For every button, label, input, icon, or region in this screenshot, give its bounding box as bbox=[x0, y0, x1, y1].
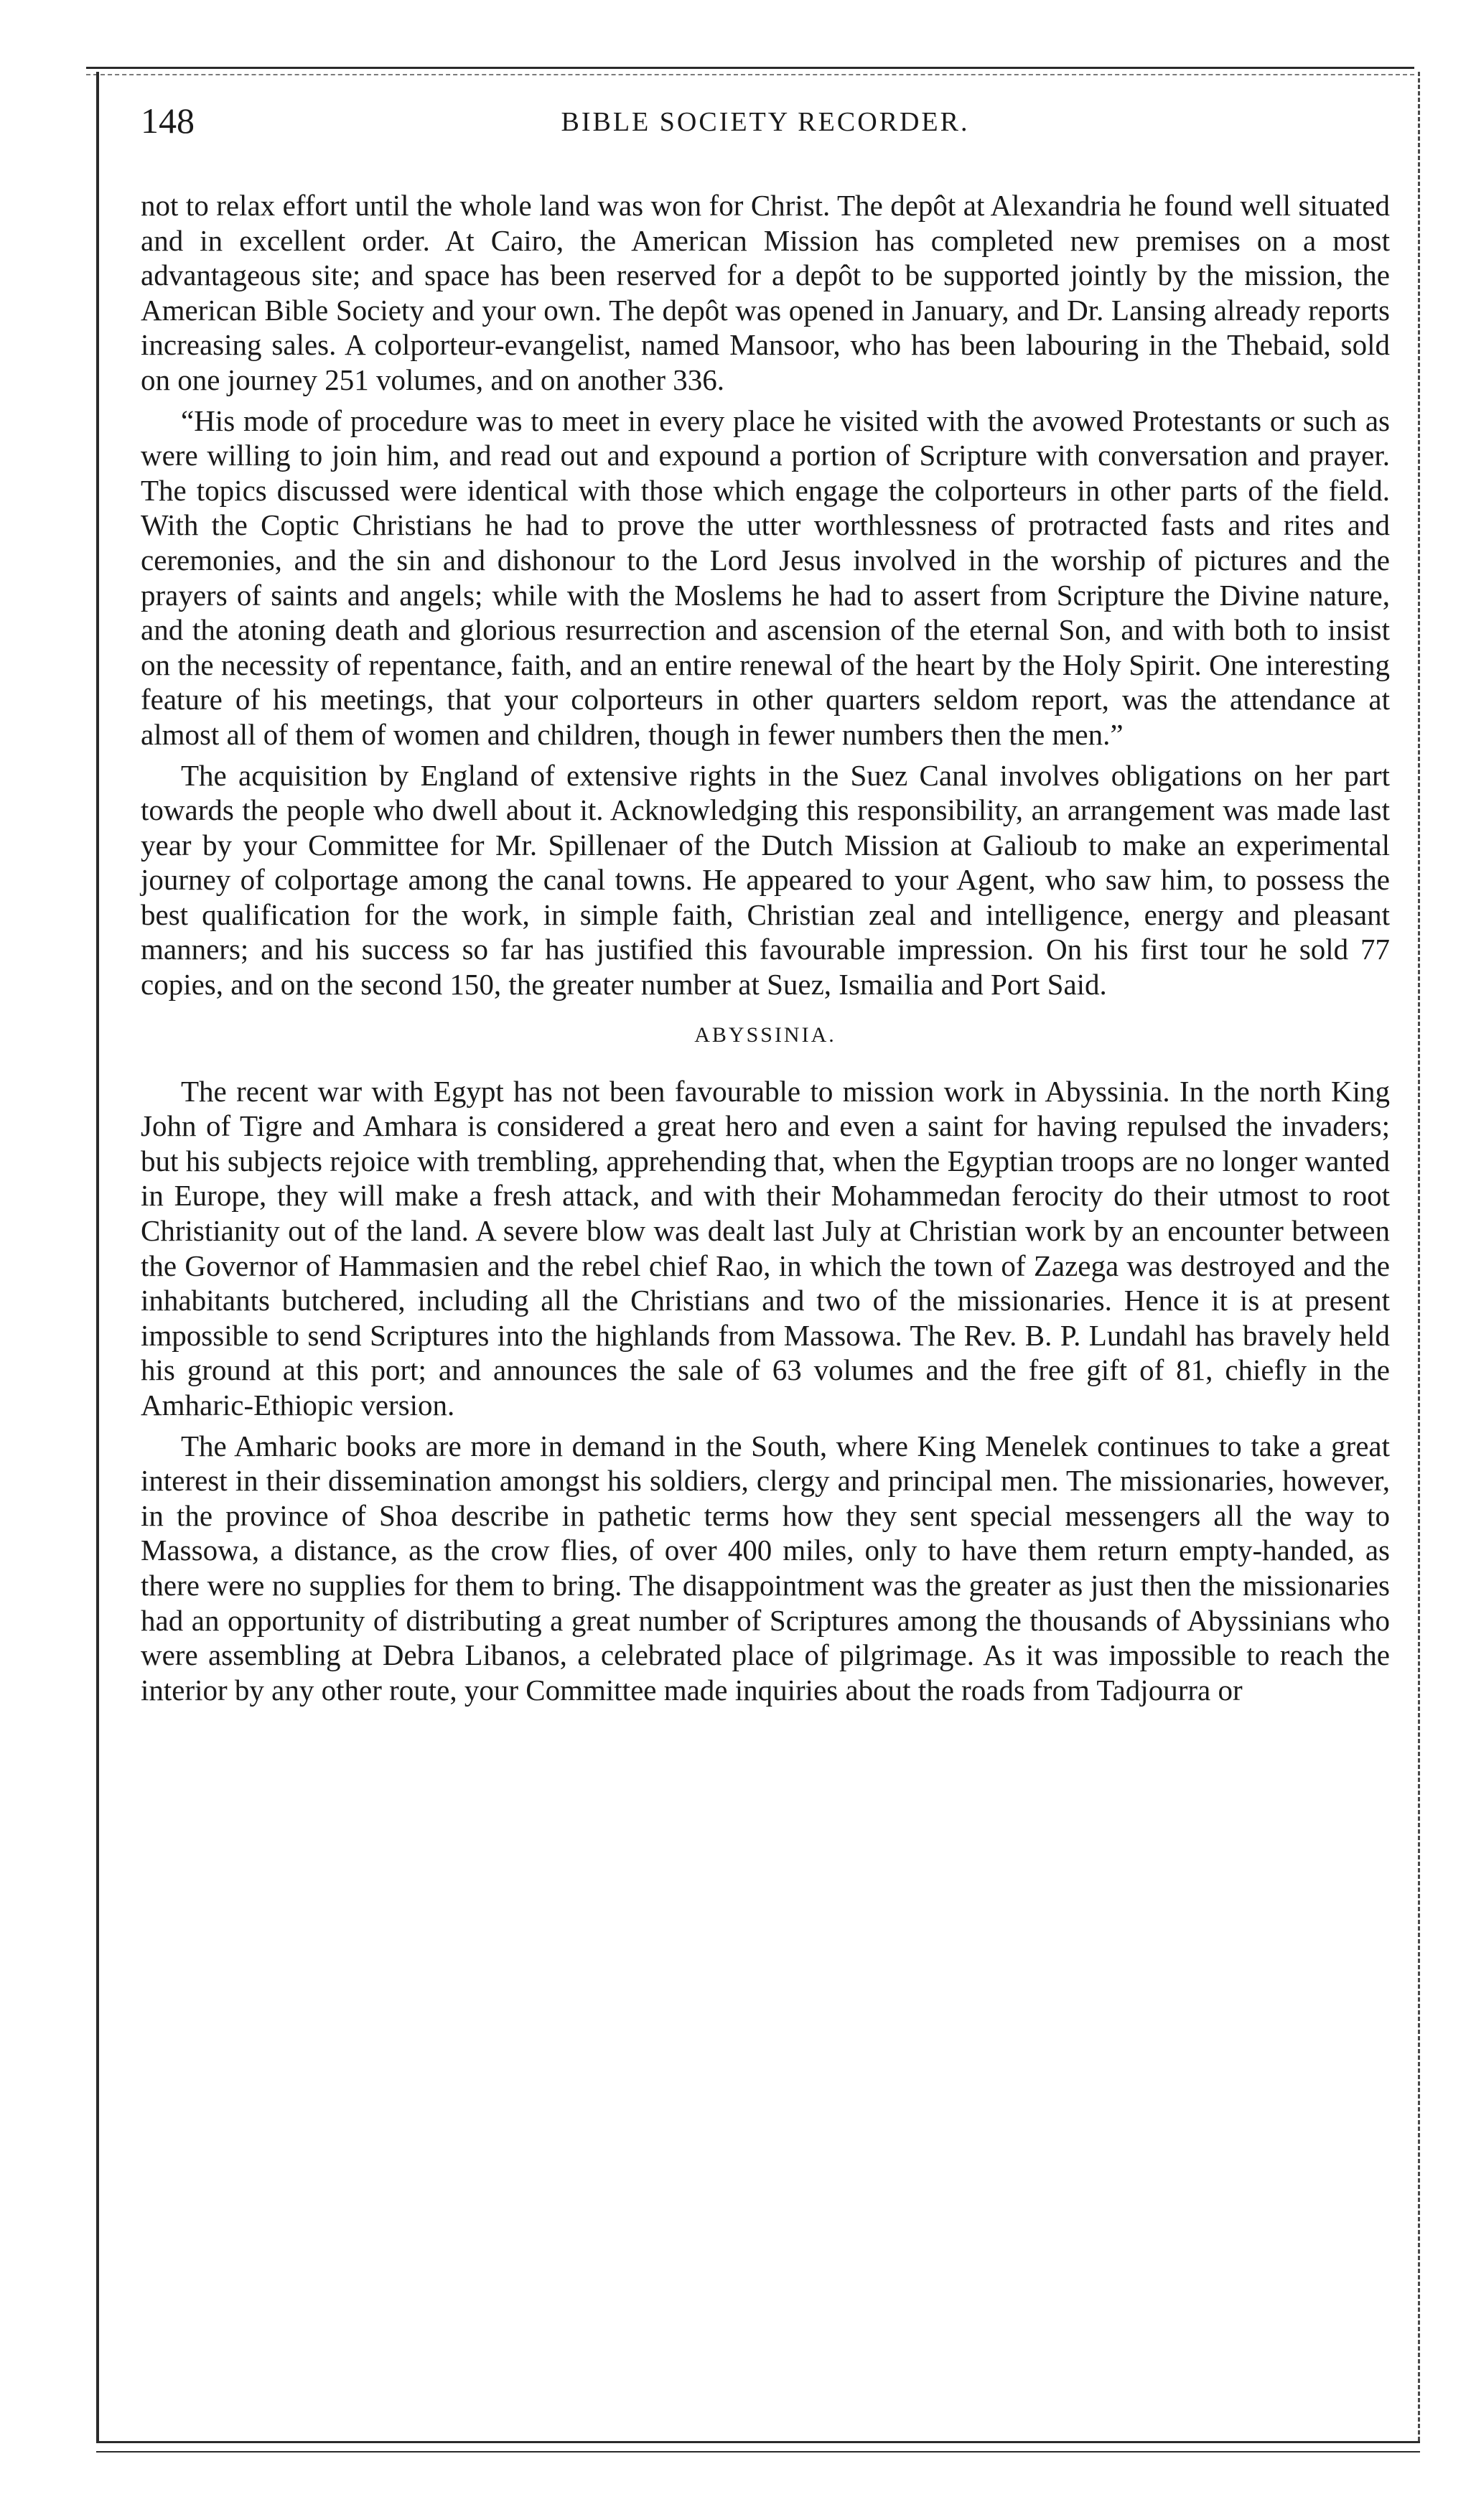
right-border-rule bbox=[1418, 72, 1420, 2441]
left-border-rule bbox=[96, 72, 99, 2441]
bottom-border-rule-secondary bbox=[96, 2451, 1420, 2453]
body-paragraph-3: The acquisition by England of extensive rights in the Suez Canal involves obligations on her part towards the people who dwell about it. Acknowledging this responsibility, an arrangement was made last year by your Committee for Mr. Spillenaer of the Dutch Mission at Galioub to make an experimental journey of colportage among the canal towns. He appeared to your Agent, who saw him, to possess the best qualification for the work, in simple faith, Christian zeal and intelligence, energy and pleasant manners; and his success so far has justified this favourable impression. On his first tour he sold 77 copies, and on the second 150, the greater number at Suez, Ismailia and Port Said. bbox=[141, 758, 1390, 1002]
body-paragraph-1: not to relax effort until the whole land was won for Christ. The depôt at Alexandria he found well situated and in excellent order. At Cairo, the American Mission has completed new premises on a most advantageous site; and space has been reserved for a depôt to be supported jointly by the mission, the American Bible Society and your own. The depôt was opened in January, and Dr. Lansing already reports increasing sales. A colporteur-evangelist, named Mansoor, who has been labouring in the Thebaid, sold on one journey 251 volumes, and on another 336. bbox=[141, 189, 1390, 396]
abyssinia-paragraph-2: The Amharic books are more in demand in the South, where King Menelek continues to take a great interest in their dissemination amongst his soldiers, clergy and principal men. The missionaries, however, in the province of Shoa describe in pathetic terms how they sent special messengers all the way to Massowa, a distance, as the crow flies, of over 400 miles, only to have them return empty-handed, as there were no supplies for them to bring. The disappointment was the greater as just then the missionaries had an opportunity of distributing a great number of Scriptures among the thousands of Abyssinians who were assembling at Debra Libanos, a celebrated place of pilgrimage. As it was impossible to reach the interior by any other route, your Committee made inquiries about the roads from Tadjourra or bbox=[141, 1429, 1390, 1707]
page-number: 148 bbox=[141, 101, 195, 141]
top-border-rule bbox=[86, 67, 1414, 69]
bottom-border-rule bbox=[96, 2441, 1420, 2443]
section-heading-abyssinia: ABYSSINIA. bbox=[694, 1022, 836, 1047]
body-paragraph-2: “His mode of procedure was to meet in every place he visited with the avowed Protestants or such as were willing to join him, and read out and expound a portion of Scripture with conversation and prayer. The topics discussed were identical with those which engage the colporteurs in other parts of the field. With the Coptic Christians he had to prove the utter worthlessness of protracted fasts and rites and ceremonies, and the sin and dishonour to the Lord Jesus involved in the worship of pictures and the prayers of saints and angels; while with the Moslems he had to assert from Scripture the Divine nature, and the atoning death and glorious resurrection and ascension of the eternal Son, and with both to insist on the necessity of repentance, faith, and an entire renewal of the heart by the Holy Spirit. One interesting feature of his meetings, that your colporteurs in other quarters seldom report, was the attendance at almost all of them of women and children, though in fewer numbers then the men.” bbox=[141, 403, 1390, 751]
page-body bbox=[141, 188, 1390, 1713]
abyssinia-paragraph-1: The recent war with Egypt has not been favourable to mission work in Abyssinia. In the north King John of Tigre and Amhara is considered a great hero and even a saint for having repulsed the invaders; but his subjects rejoice with trembling, apprehending that, when the Egyptian troops are no longer wanted in Europe, they will make a fresh attack, and with their Mohammedan ferocity do their utmost to root Christianity out of the land. A severe blow was dealt last July at Christian work by an encounter between the Governor of Hammasien and the rebel chief Rao, in which the town of Zazega was destroyed and the inhabitants butchered, including all the Christians and two of the missionaries. Hence it is at present impossible to send Scriptures into the highlands from Massowa. The Rev. B. P. Lundahl has bravely held his ground at this port; and announces the sale of 63 volumes and the free gift of 81, chiefly in the Amharic-Ethiopic version. bbox=[141, 1074, 1390, 1422]
top-border-dashed-rule bbox=[86, 74, 1414, 75]
running-title: BIBLE SOCIETY RECORDER. bbox=[561, 107, 970, 137]
page-header bbox=[141, 99, 1390, 157]
